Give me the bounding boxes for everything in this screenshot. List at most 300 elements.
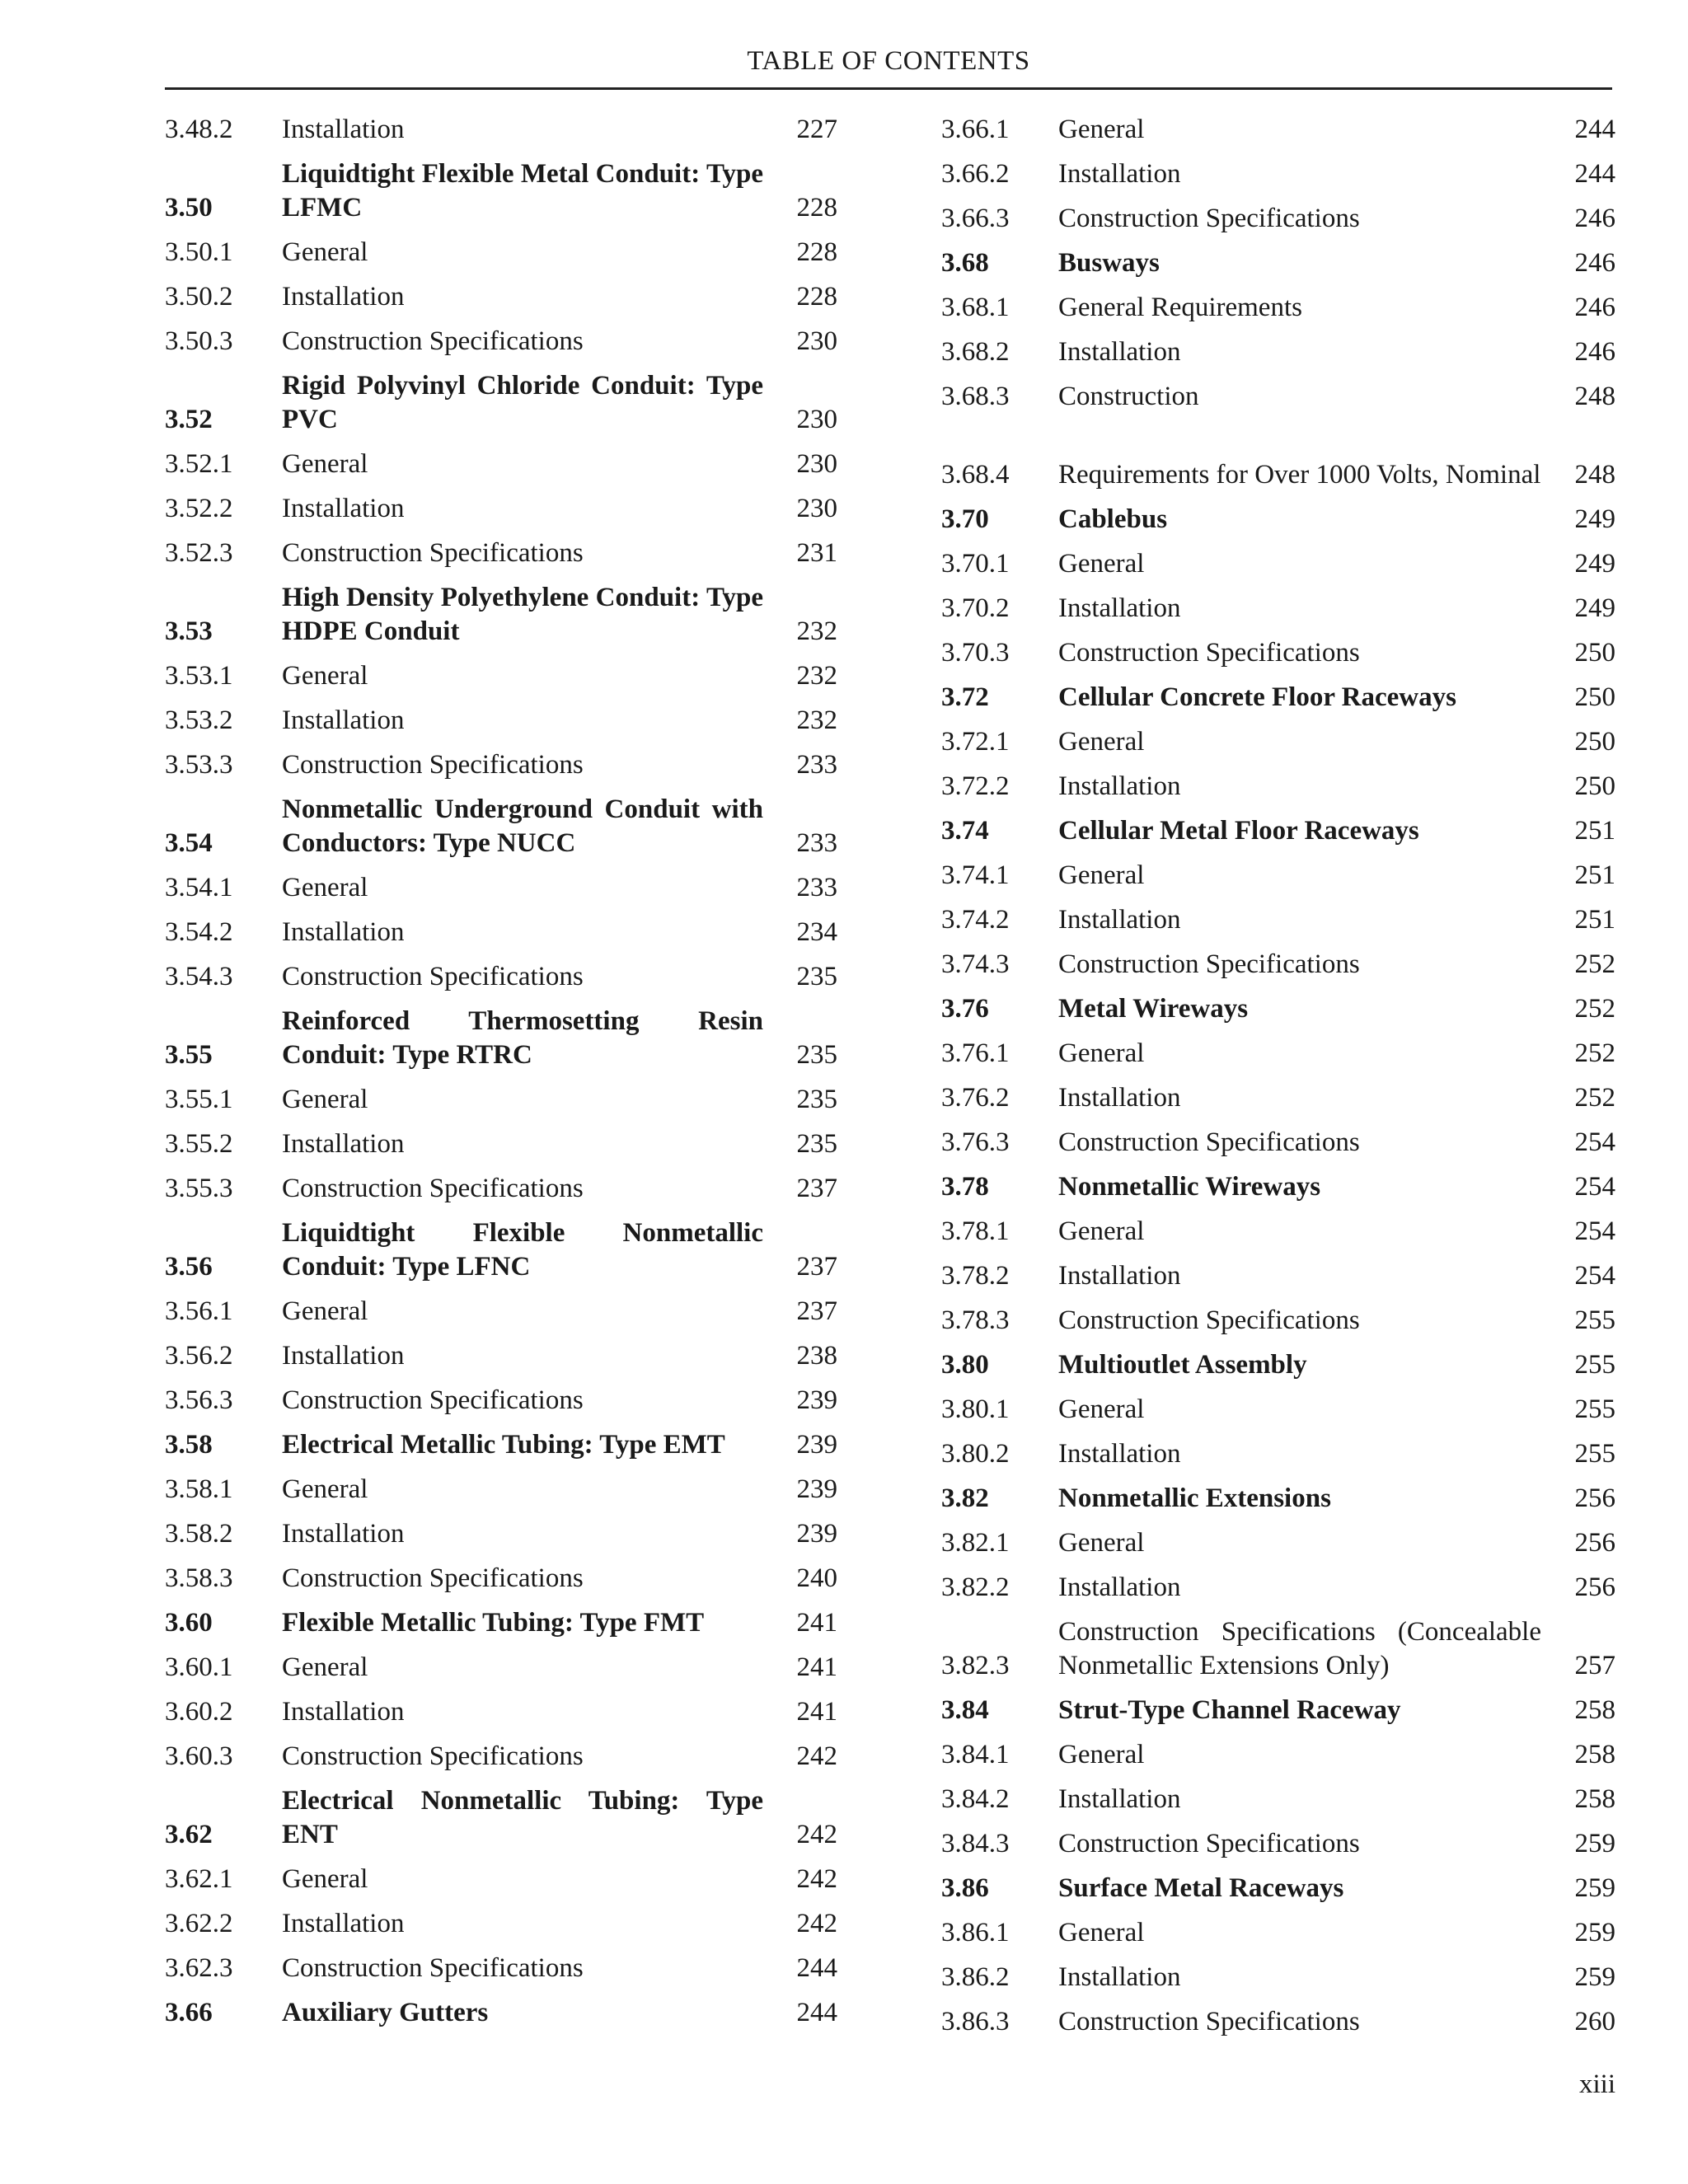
toc-entry-number: 3.76.2 xyxy=(941,1083,1010,1113)
toc-entry-number: 3.62.1 xyxy=(165,1864,233,1894)
toc-entry-page: 242 xyxy=(796,1864,837,1894)
toc-subsection-entry xyxy=(165,1462,837,1507)
toc-subsection-entry xyxy=(165,1685,837,1729)
toc-entry-page: 246 xyxy=(1574,337,1615,367)
toc-entry-number: 3.55.2 xyxy=(165,1129,233,1159)
toc-subsection-entry xyxy=(165,1284,837,1329)
toc-entry-page: 248 xyxy=(1574,382,1615,411)
toc-entry-page: 258 xyxy=(1574,1784,1615,1814)
toc-subsection-entry xyxy=(165,1551,837,1596)
toc-section-entry xyxy=(941,804,1615,848)
toc-entry-page: 239 xyxy=(796,1519,837,1549)
toc-entry-title: Installation xyxy=(1058,593,1181,623)
toc-entry-title: Construction Specifications xyxy=(1058,638,1360,668)
toc-entry-number: 3.66 xyxy=(165,1998,213,2027)
toc-entry-number: 3.84.2 xyxy=(941,1784,1010,1814)
toc-entry-number: 3.80.2 xyxy=(941,1439,1010,1469)
toc-entry-page: 250 xyxy=(1574,727,1615,757)
toc-entry-number: 3.66.1 xyxy=(941,115,1010,144)
toc-entry-title: Construction xyxy=(1058,382,1199,411)
toc-entry-page: 248 xyxy=(1574,460,1615,490)
toc-entry-page: 259 xyxy=(1574,1918,1615,1947)
toc-entry-number: 3.60.3 xyxy=(165,1741,233,1771)
toc-subsection-entry xyxy=(165,314,837,359)
toc-entry-number: 3.86.2 xyxy=(941,1962,1010,1992)
toc-subsection-entry xyxy=(941,1950,1615,1994)
toc-subsection-entry xyxy=(165,738,837,782)
page-header: TABLE OF CONTENTS xyxy=(747,46,1030,76)
toc-entry-number: 3.52.2 xyxy=(165,494,233,523)
toc-subsection-entry xyxy=(165,860,837,905)
toc-section-entry xyxy=(165,1774,837,1852)
toc-entry-page: 252 xyxy=(1574,1038,1615,1068)
toc-entry-number: 3.72 xyxy=(941,682,989,712)
toc-subsection-entry xyxy=(165,1941,837,1985)
toc-entry-title: Installation xyxy=(1058,1572,1181,1602)
toc-entry-number: 3.78.1 xyxy=(941,1216,1010,1246)
toc-section-entry xyxy=(941,670,1615,715)
toc-entry-title: General Requirements xyxy=(1058,293,1302,322)
toc-entry-title: General xyxy=(282,449,368,479)
toc-section-entry xyxy=(165,1206,837,1284)
toc-entry-title: Construction Specifications xyxy=(282,1563,584,1593)
toc-entry-title: Cellular Concrete Floor Raceways xyxy=(1058,682,1456,712)
toc-entry-title: Cablebus xyxy=(1058,504,1168,534)
toc-entry-number: 3.72.1 xyxy=(941,727,1010,757)
toc-entry-page: 259 xyxy=(1574,1873,1615,1903)
toc-subsection-entry xyxy=(941,715,1615,759)
toc-entry-number: 3.68.1 xyxy=(941,293,1010,322)
toc-entry-title: Construction Specifications xyxy=(1058,1305,1360,1335)
toc-subsection-entry xyxy=(941,1204,1615,1249)
toc-subsection-entry xyxy=(165,269,837,314)
toc-subsection-entry xyxy=(165,905,837,949)
toc-entry-title: General xyxy=(282,1864,368,1894)
toc-entry-title: Busways xyxy=(1058,248,1160,278)
toc-entry-title: Installation xyxy=(1058,1083,1181,1113)
toc-entry-title: Installation xyxy=(282,1909,405,1938)
toc-subsection-entry xyxy=(941,1516,1615,1560)
toc-entry-page: 240 xyxy=(796,1563,837,1593)
toc-entry-page: 250 xyxy=(1574,638,1615,668)
toc-subsection-entry xyxy=(941,626,1615,670)
toc-subsection-entry xyxy=(941,848,1615,893)
toc-entry-page: 250 xyxy=(1574,682,1615,712)
toc-entry-page: 235 xyxy=(796,962,837,991)
toc-subsection-entry xyxy=(941,1071,1615,1115)
toc-subsection-entry xyxy=(941,1772,1615,1816)
toc-entry-number: 3.53.2 xyxy=(165,705,233,735)
toc-entry-number: 3.54.2 xyxy=(165,917,233,947)
toc-section-entry xyxy=(941,236,1615,280)
toc-subsection-entry xyxy=(165,1072,837,1117)
toc-entry-title: Installation xyxy=(282,1519,405,1549)
toc-entry-title: Metal Wireways xyxy=(1058,994,1249,1024)
toc-entry-title: Installation xyxy=(282,1697,405,1727)
toc-entry-number: 3.54.1 xyxy=(165,873,233,902)
toc-subsection-entry xyxy=(165,1729,837,1774)
toc-entry-title: Nonmetallic Extensions xyxy=(1058,1483,1331,1513)
toc-entry-number: 3.70.1 xyxy=(941,549,1010,579)
toc-entry-title: Construction Specifications xyxy=(282,750,584,780)
toc-subsection-entry xyxy=(941,537,1615,581)
toc-subsection-entry xyxy=(941,1994,1615,2039)
toc-entry-page: 237 xyxy=(796,1252,837,1282)
toc-entry-title: Requirements for Over 1000 Volts, Nominal xyxy=(1058,460,1541,490)
toc-entry-number: 3.60.2 xyxy=(165,1697,233,1727)
toc-entry-number: 3.66.2 xyxy=(941,159,1010,189)
toc-entry-number: 3.78 xyxy=(941,1172,989,1202)
toc-entry-title: High Density Polyethylene Conduit: Type HDPE Conduit xyxy=(282,583,763,646)
toc-subsection-entry xyxy=(165,693,837,738)
toc-entry-title: Construction Specifications xyxy=(1058,1829,1360,1858)
toc-subsection-entry xyxy=(165,102,837,147)
toc-entry-title: Installation xyxy=(1058,771,1181,801)
toc-entry-title: General xyxy=(1058,1528,1145,1558)
toc-entry-page: 254 xyxy=(1574,1216,1615,1246)
toc-entry-title: Installation xyxy=(1058,1261,1181,1291)
toc-section-entry xyxy=(165,782,837,860)
toc-section-entry xyxy=(165,570,837,649)
toc-entry-page: 237 xyxy=(796,1296,837,1326)
toc-entry-title: General xyxy=(282,1652,368,1682)
toc-entry-title: Construction Specifications xyxy=(282,538,584,568)
toc-entry-title: General xyxy=(282,1474,368,1504)
toc-entry-page: 259 xyxy=(1574,1962,1615,1992)
toc-entry-page: 256 xyxy=(1574,1572,1615,1602)
toc-entry-title: Reinforced Thermosetting Resin Conduit: Type RTRC xyxy=(282,1006,763,1070)
toc-entry-title: Installation xyxy=(1058,159,1181,189)
toc-entry-title: Installation xyxy=(282,1341,405,1371)
toc-entry-number: 3.58.2 xyxy=(165,1519,233,1549)
toc-entry-number: 3.62.3 xyxy=(165,1953,233,1983)
toc-entry-page: 228 xyxy=(796,282,837,312)
toc-entry-title: Construction Specifications xyxy=(1058,204,1360,233)
toc-subsection-entry xyxy=(941,369,1615,414)
toc-subsection-entry xyxy=(941,1905,1615,1950)
toc-entry-title: General xyxy=(282,1296,368,1326)
toc-entry-number: 3.58.3 xyxy=(165,1563,233,1593)
toc-subsection-entry xyxy=(165,481,837,526)
toc-section-entry xyxy=(165,359,837,437)
toc-subsection-entry xyxy=(165,1852,837,1896)
toc-entry-title: General xyxy=(282,1085,368,1114)
toc-entry-number: 3.74.1 xyxy=(941,860,1010,890)
toc-entry-number: 3.78.3 xyxy=(941,1305,1010,1335)
toc-entry-number: 3.62 xyxy=(165,1820,213,1849)
toc-section-entry xyxy=(941,1471,1615,1516)
toc-entry-number: 3.53.3 xyxy=(165,750,233,780)
toc-entry-number: 3.74 xyxy=(941,816,989,846)
toc-entry-title: Installation xyxy=(282,917,405,947)
toc-entry-page: 246 xyxy=(1574,204,1615,233)
toc-entry-number: 3.76.1 xyxy=(941,1038,1010,1068)
toc-entry-title: General xyxy=(1058,1918,1145,1947)
toc-entry-page: 241 xyxy=(796,1697,837,1727)
toc-entry-page: 255 xyxy=(1574,1394,1615,1424)
toc-entry-page: 239 xyxy=(796,1430,837,1460)
toc-entry-title: Flexible Metallic Tubing: Type FMT xyxy=(282,1608,705,1638)
toc-subsection-entry xyxy=(941,1727,1615,1772)
toc-subsection-entry xyxy=(941,1560,1615,1605)
toc-entry-number: 3.82.1 xyxy=(941,1528,1010,1558)
toc-entry-number: 3.48.2 xyxy=(165,115,233,144)
toc-subsection-entry xyxy=(941,893,1615,937)
toc-column-left xyxy=(165,102,837,2030)
toc-entry-page: 258 xyxy=(1574,1740,1615,1769)
toc-subsection-entry xyxy=(941,1816,1615,1861)
toc-entry-page: 234 xyxy=(796,917,837,947)
toc-entry-page: 238 xyxy=(796,1341,837,1371)
toc-section-entry xyxy=(941,492,1615,537)
toc-subsection-entry xyxy=(165,225,837,269)
toc-entry-title: Installation xyxy=(1058,1962,1181,1992)
toc-subsection-entry xyxy=(165,1117,837,1161)
toc-entry-number: 3.50 xyxy=(165,193,213,223)
toc-entry-title: Construction Specifications xyxy=(282,1953,584,1983)
toc-section-entry xyxy=(941,1160,1615,1204)
toc-entry-page: 256 xyxy=(1574,1483,1615,1513)
toc-entry-page: 228 xyxy=(796,237,837,267)
toc-subsection-entry xyxy=(941,1605,1615,1683)
toc-entry-title: Installation xyxy=(282,115,405,144)
toc-entry-title: Construction Specifications xyxy=(282,1741,584,1771)
toc-subsection-entry xyxy=(941,581,1615,626)
toc-entry-title: Installation xyxy=(1058,1439,1181,1469)
toc-entry-number: 3.82 xyxy=(941,1483,989,1513)
toc-subsection-entry xyxy=(165,526,837,570)
toc-section-entry xyxy=(165,147,837,225)
toc-entry-page: 249 xyxy=(1574,593,1615,623)
toc-entry-page: 242 xyxy=(796,1909,837,1938)
toc-entry-number: 3.74.2 xyxy=(941,905,1010,935)
toc-entry-number: 3.70.3 xyxy=(941,638,1010,668)
toc-entry-number: 3.70 xyxy=(941,504,989,534)
toc-entry-number: 3.55.1 xyxy=(165,1085,233,1114)
toc-subsection-entry xyxy=(941,191,1615,236)
toc-entry-page: 239 xyxy=(796,1474,837,1504)
toc-entry-number: 3.53 xyxy=(165,616,213,646)
toc-entry-page: 254 xyxy=(1574,1261,1615,1291)
toc-entry-title: Cellular Metal Floor Raceways xyxy=(1058,816,1419,846)
toc-subsection-entry xyxy=(165,1373,837,1418)
toc-subsection-entry xyxy=(941,325,1615,369)
toc-section-entry xyxy=(165,1596,837,1640)
toc-entry-title: Construction Specifications xyxy=(1058,949,1360,979)
toc-entry-page: 255 xyxy=(1574,1439,1615,1469)
toc-entry-title: Construction Specifications xyxy=(282,326,584,356)
toc-entry-page: 233 xyxy=(796,828,837,858)
toc-subsection-entry xyxy=(165,1640,837,1685)
toc-entry-number: 3.56.1 xyxy=(165,1296,233,1326)
toc-entry-number: 3.54 xyxy=(165,828,213,858)
toc-entry-number: 3.70.2 xyxy=(941,593,1010,623)
toc-entry-number: 3.68.4 xyxy=(941,460,1010,490)
toc-entry-number: 3.60 xyxy=(165,1608,213,1638)
toc-entry-title: Surface Metal Raceways xyxy=(1058,1873,1344,1903)
toc-entry-number: 3.55 xyxy=(165,1040,213,1070)
toc-entry-number: 3.54.3 xyxy=(165,962,233,991)
toc-subsection-entry xyxy=(165,949,837,994)
toc-entry-number: 3.82.2 xyxy=(941,1572,1010,1602)
toc-entry-page: 237 xyxy=(796,1174,837,1203)
toc-entry-title: Construction Specifications xyxy=(1058,2007,1360,2036)
toc-entry-number: 3.52.3 xyxy=(165,538,233,568)
toc-subsection-entry xyxy=(165,649,837,693)
toc-entry-title: General xyxy=(1058,1394,1145,1424)
toc-entry-page: 244 xyxy=(796,1998,837,2027)
toc-entry-number: 3.62.2 xyxy=(165,1909,233,1938)
toc-subsection-entry xyxy=(165,1329,837,1373)
toc-entry-page: 232 xyxy=(796,616,837,646)
toc-entry-title: Nonmetallic Underground Conduit with Conductors: Type NUCC xyxy=(282,794,763,858)
toc-entry-page: 254 xyxy=(1574,1172,1615,1202)
toc-entry-page: 244 xyxy=(1574,115,1615,144)
toc-entry-number: 3.60.1 xyxy=(165,1652,233,1682)
toc-entry-page: 233 xyxy=(796,873,837,902)
toc-entry-title: Nonmetallic Wireways xyxy=(1058,1172,1321,1202)
toc-subsection-entry xyxy=(941,147,1615,191)
toc-entry-page: 251 xyxy=(1574,860,1615,890)
toc-entry-title: General xyxy=(282,661,368,691)
toc-entry-number: 3.50.1 xyxy=(165,237,233,267)
toc-entry-number: 3.56.2 xyxy=(165,1341,233,1371)
toc-entry-page: 241 xyxy=(796,1652,837,1682)
toc-entry-number: 3.76 xyxy=(941,994,989,1024)
toc-subsection-entry xyxy=(165,1507,837,1551)
toc-entry-title: Installation xyxy=(282,282,405,312)
toc-entry-number: 3.84.3 xyxy=(941,1829,1010,1858)
toc-subsection-entry xyxy=(941,102,1615,147)
toc-entry-number: 3.80.1 xyxy=(941,1394,1010,1424)
toc-section-entry xyxy=(165,1418,837,1462)
toc-entry-page: 239 xyxy=(796,1385,837,1415)
toc-entry-title: General xyxy=(1058,1216,1145,1246)
toc-entry-number: 3.58.1 xyxy=(165,1474,233,1504)
toc-entry-title: General xyxy=(1058,1740,1145,1769)
toc-entry-number: 3.50.2 xyxy=(165,282,233,312)
toc-entry-title: Installation xyxy=(282,705,405,735)
toc-entry-title: Electrical Nonmetallic Tubing: Type ENT xyxy=(282,1786,763,1849)
toc-entry-page: 246 xyxy=(1574,293,1615,322)
toc-column-right xyxy=(941,102,1615,2039)
toc-entry-title: Construction Specifications xyxy=(282,962,584,991)
toc-entry-page: 235 xyxy=(796,1129,837,1159)
toc-entry-title: Installation xyxy=(1058,905,1181,935)
toc-entry-number: 3.52.1 xyxy=(165,449,233,479)
toc-entry-title: Installation xyxy=(282,1129,405,1159)
toc-entry-page: 249 xyxy=(1574,504,1615,534)
toc-section-entry xyxy=(165,1985,837,2030)
toc-subsection-entry xyxy=(941,1427,1615,1471)
toc-section-entry xyxy=(941,1861,1615,1905)
toc-entry-number: 3.86.3 xyxy=(941,2007,1010,2036)
header-rule xyxy=(165,87,1612,90)
toc-subsection-entry xyxy=(165,437,837,481)
toc-entry-page: 231 xyxy=(796,538,837,568)
toc-entry-page: 251 xyxy=(1574,905,1615,935)
toc-entry-number: 3.56 xyxy=(165,1252,213,1282)
toc-entry-page: 254 xyxy=(1574,1127,1615,1157)
toc-subsection-entry xyxy=(941,1026,1615,1071)
toc-entry-page: 235 xyxy=(796,1085,837,1114)
toc-entry-page: 252 xyxy=(1574,1083,1615,1113)
toc-entry-page: 256 xyxy=(1574,1528,1615,1558)
toc-entry-number: 3.55.3 xyxy=(165,1174,233,1203)
toc-entry-page: 232 xyxy=(796,661,837,691)
toc-entry-page: 257 xyxy=(1574,1651,1615,1680)
toc-subsection-entry xyxy=(941,1115,1615,1160)
toc-entry-page: 250 xyxy=(1574,771,1615,801)
toc-entry-page: 232 xyxy=(796,705,837,735)
toc-entry-page: 255 xyxy=(1574,1350,1615,1380)
toc-entry-page: 259 xyxy=(1574,1829,1615,1858)
toc-subsection-entry xyxy=(941,1382,1615,1427)
toc-section-entry xyxy=(165,994,837,1072)
page-number: xiii xyxy=(1578,2069,1615,2099)
toc-entry-title: Rigid Polyvinyl Chloride Conduit: Type PVC xyxy=(282,371,763,434)
toc-entry-page: 230 xyxy=(796,326,837,356)
toc-entry-page: 242 xyxy=(796,1820,837,1849)
toc-entry-page: 230 xyxy=(796,494,837,523)
toc-subsection-entry xyxy=(165,1896,837,1941)
toc-entry-page: 233 xyxy=(796,750,837,780)
toc-entry-number: 3.56.3 xyxy=(165,1385,233,1415)
toc-entry-number: 3.86.1 xyxy=(941,1918,1010,1947)
toc-entry-number: 3.52 xyxy=(165,405,213,434)
toc-entry-title: Construction Specifications (Concealable Nonmetallic Extensions Only) xyxy=(1058,1617,1541,1680)
toc-entry-number: 3.72.2 xyxy=(941,771,1010,801)
toc-entry-number: 3.82.3 xyxy=(941,1651,1010,1680)
toc-entry-title: Construction Specifications xyxy=(282,1385,584,1415)
toc-entry-number: 3.84 xyxy=(941,1695,989,1725)
toc-entry-title: Auxiliary Gutters xyxy=(282,1998,489,2027)
toc-entry-title: Strut-Type Channel Raceway xyxy=(1058,1695,1401,1725)
toc-entry-page: 246 xyxy=(1574,248,1615,278)
toc-entry-title: Construction Specifications xyxy=(1058,1127,1360,1157)
toc-entry-page: 244 xyxy=(1574,159,1615,189)
toc-entry-page: 252 xyxy=(1574,994,1615,1024)
toc-entry-page: 235 xyxy=(796,1040,837,1070)
toc-entry-title: Electrical Metallic Tubing: Type EMT xyxy=(282,1430,725,1460)
toc-entry-title: General xyxy=(282,237,368,267)
toc-entry-number: 3.86 xyxy=(941,1873,989,1903)
toc-entry-title: Installation xyxy=(282,494,405,523)
toc-entry-number: 3.68.3 xyxy=(941,382,1010,411)
toc-entry-page: 244 xyxy=(796,1953,837,1983)
toc-entry-number: 3.50.3 xyxy=(165,326,233,356)
toc-entry-title: Liquidtight Flexible Nonmetallic Conduit: Type LFNC xyxy=(282,1218,763,1282)
toc-section-entry xyxy=(941,1683,1615,1727)
toc-entry-title: Installation xyxy=(1058,337,1181,367)
toc-subsection-entry xyxy=(165,1161,837,1206)
toc-entry-page: 260 xyxy=(1574,2007,1615,2036)
toc-entry-number: 3.68.2 xyxy=(941,337,1010,367)
toc-entry-title: Installation xyxy=(1058,1784,1181,1814)
toc-entry-page: 258 xyxy=(1574,1695,1615,1725)
toc-entry-title: General xyxy=(1058,860,1145,890)
toc-entry-title: General xyxy=(1058,549,1145,579)
toc-entry-page: 227 xyxy=(796,115,837,144)
toc-entry-page: 251 xyxy=(1574,816,1615,846)
toc-subsection-entry xyxy=(941,414,1615,492)
toc-entry-page: 249 xyxy=(1574,549,1615,579)
toc-entry-title: General xyxy=(1058,115,1145,144)
toc-subsection-entry xyxy=(941,937,1615,982)
toc-entry-number: 3.84.1 xyxy=(941,1740,1010,1769)
toc-entry-page: 228 xyxy=(796,193,837,223)
toc-entry-number: 3.68 xyxy=(941,248,989,278)
